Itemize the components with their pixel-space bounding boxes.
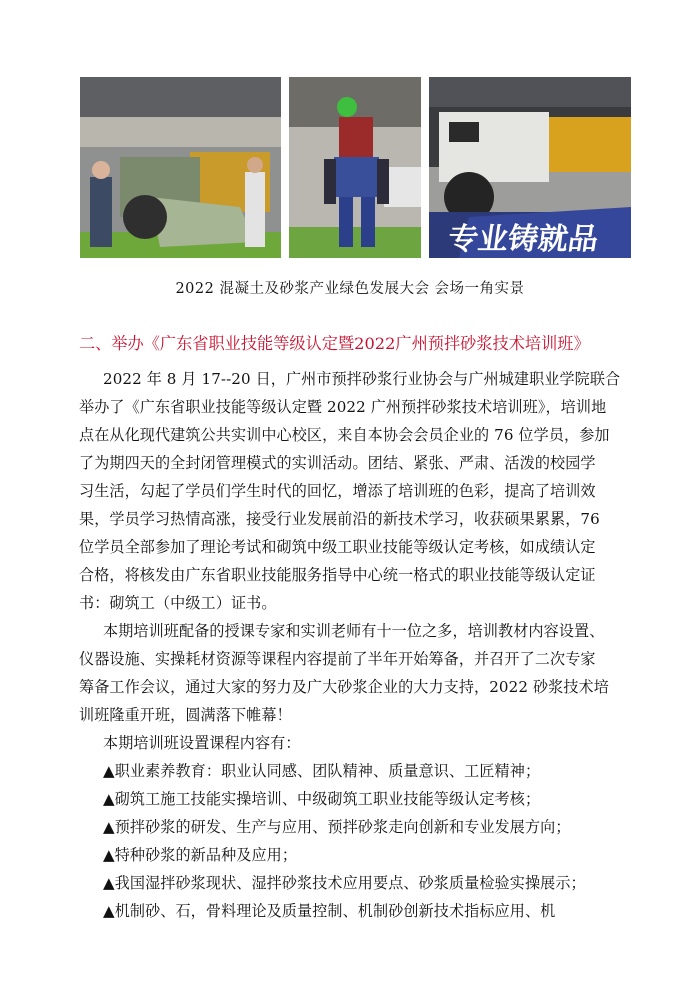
course-item: ▲预拌砂浆的研发、生产与应用、预拌砂浆走向创新和专业发展方向； (103, 818, 571, 836)
paragraph-line: 合格，将核发由广东省职业技能服务指导中心统一格式的职业技能等级认定证 (79, 566, 596, 584)
exhibition-sign-text: 专业铸就品 (445, 222, 601, 257)
exhibition-robot-photo (289, 77, 421, 258)
paragraph-line: 训班隆重开班，圆满落下帷幕！ (79, 706, 292, 724)
paragraph-line: 习生活，勾起了学员们学生时代的回忆，增添了培训班的色彩，提高了培训效 (79, 482, 596, 500)
paragraph-line: 本期培训班配备的授课专家和实训老师有十一位之多，培训教材内容设置、 (103, 622, 605, 640)
exhibition-loader-photo (80, 77, 281, 258)
course-intro: 本期培训班设置课程内容有： (103, 734, 301, 752)
section-heading: 二、举办《广东省职业技能等级认定暨2022广州预拌砂浆技术培训班》 (79, 334, 590, 353)
paragraph-line: 点在从化现代建筑公共实训中心校区，来自本协会会员企业的 76 位学员，参加 (79, 426, 610, 444)
paragraph-line: 书：砌筑工（中级工）证书。 (79, 594, 277, 612)
paragraph-line: 举办了《广东省职业技能等级认定暨 2022 广州预拌砂浆技术培训班》，培训地 (79, 398, 607, 416)
paragraph-line: 2022 年 8 月 17--20 日，广州市预拌砂浆行业协会与广州城建职业学院联合 (103, 370, 621, 388)
course-item: ▲砌筑工施工技能实操培训、中级砌筑工职业技能等级认定考核； (103, 790, 541, 808)
exhibition-truck-photo (429, 77, 631, 258)
course-item: ▲机制砂、石，骨料理论及质量控制、机制砂创新技术指标应用、机 (103, 902, 556, 920)
photo-caption: 2022 混凝土及砂浆产业绿色发展大会 会场一角实景 (175, 281, 525, 297)
course-item: ▲特种砂浆的新品种及应用； (103, 846, 298, 864)
paragraph-line: 筹备工作会议，通过大家的努力及广大砂浆企业的大力支持，2022 砂浆技术培 (79, 678, 609, 696)
course-item: ▲职业素养教育：职业认同感、团队精神、质量意识、工匠精神； (103, 762, 541, 780)
paragraph-line: 了为期四天的全封闭管理模式的实训活动。团结、紧张、严肃、活泼的校园学 (79, 454, 596, 472)
paragraph-line: 果，学员学习热情高涨，接受行业发展前沿的新技术学习，收获硕果累累，76 (79, 510, 600, 528)
course-item: ▲我国湿拌砂浆现状、湿拌砂浆技术应用要点、砂浆质量检验实操展示； (103, 874, 586, 892)
paragraph-line: 位学员全部参加了理论考试和砌筑中级工职业技能等级认定考核，如成绩认定 (79, 538, 596, 556)
paragraph-line: 仪器设施、实操耗材资源等课程内容提前了半年开始筹备，并召开了二次专家 (79, 650, 596, 668)
